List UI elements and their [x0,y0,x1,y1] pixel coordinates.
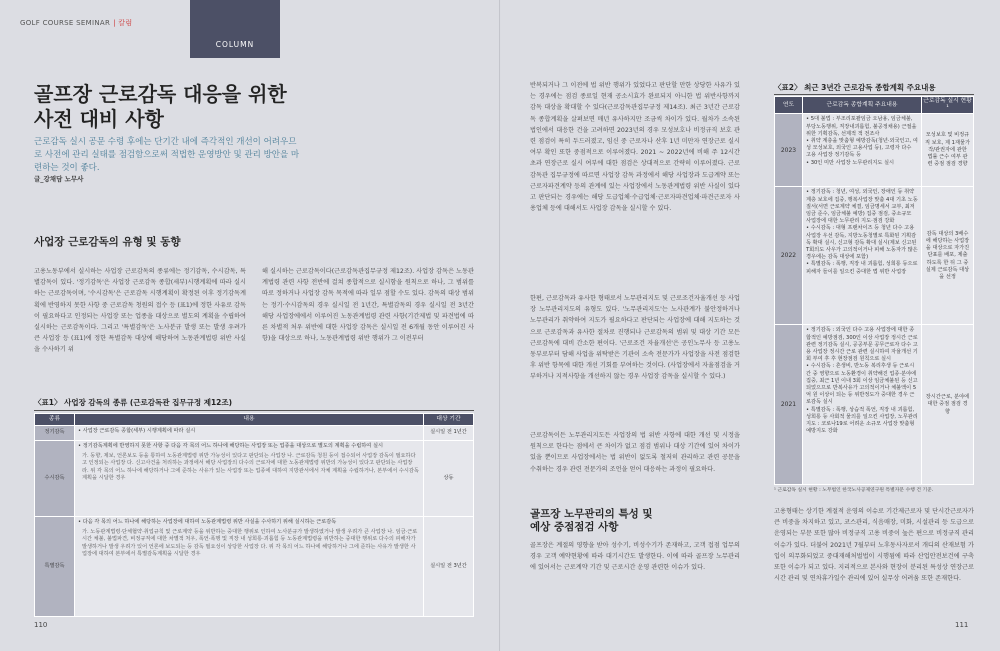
body-col-5: 근로감독이든 노무관리지도든 사업장의 법 위반 사항에 대한 개선 및 시정을 원칙으로 한다는 점에서 큰 차이가 없고 점검 범위나 대상 기간에 있어 차이가 있을 뿐이므로 사업장에서는 법 위반이 없도록 철저히 관리하고 관련 공문을 수취하는 경우 관련 전문가의 조언을 얻어 대응하는 과정이 필요하다. [530,432,740,473]
table2-row2-year: 2022 [775,187,803,325]
table1-row3-content: • 다음 각 목의 어느 하나에 해당하는 사업장에 대하여 노동관계법령 위반 사실을 수사하기 위해 실시하는 근로감독 가. 노동관계법령·단체협약·취업규칙 및 근로계약 등을 위반하는 중대한 행위로 인하여 노사분규가 발생하였거나 발생 우려가 큰 사업장 나. 임금·근로시간 체불, 불법파견, 비정규직에 대한 차별적 처우, 폭언·폭행 및 직장 내 성희롱·괴롭힘 등 노동관계법령을 위반하는 중대한 행위로 다수의 피해자가 발생하거나 발생 우려가 있어 언론에 보도되는 등 감독 필요성이 상당한 사업장 다. 위 각 목의 어느 하나에 해당하거나 그에 준하는 사유가 발생한 사업장에 대하여 본부에서 특별감독계획을 시달한 경우 [75,517,424,617]
table2-row1-year: 2023 [775,114,803,187]
table2-row1-content: • 5대 불법 : 부조리포괄임금 오남용, 임금체불, 부당노동행위, 직장내괴롭힘, 불공정채용) 근절을 위한 기획감독, 선제적 적 전조사 • 취약 계층을 맞춤형 예방감독(청년·외국인고, 여성 모성보호, 외국인 고용사업 등), 고령자 다수 고용 사업장 정기감독 등 • 30인 미만 사업장 노무관리지도 실시 [803,114,922,187]
article-title [34,82,287,132]
table1-row3-period: 실시일 전 3년간 [424,517,474,617]
table1-row1-period: 실시일 전 1년간 [424,426,474,441]
heading-2-line-2: 예상 중점점검 사항 [530,521,619,533]
section-heading-2 [530,508,653,534]
table1-rule [34,410,474,411]
table1-row2-period: 상동 [424,441,474,517]
table2-header-content: 근로감독 종합계획 주요내용 [803,97,922,114]
table-row [35,426,474,441]
table1-row3-type: 특별감독 [35,517,75,617]
section-name: | 칼럼 [113,19,133,27]
body-col-2: 해 실시하는 근로감독이다(근로감독관집무규정 제12조). 사업장 감독은 노동관계법령 관련 사항 전반에 걸쳐 종합적으로 실시함을 원칙으로 하나, 그 범위를 따로 정하거나 사업장 감독 목적에 따라 일부 점할 수도 있다. 감독의 대상 범위는 정기·수시감독의 경우 실시일 전 1년간, 특별감독의 경우 실시일 전 3년간 해당 사업장에에서 이루어진 노동관계법령 관련 사항(기간제법 및 파견법에 따른 차별적 처우 위반에 대한 사업장 감독은 실시일 전 6개월 동안 이루어진 사항)을 대상으로 하나, 노동관계법령 위반 행위가 그 이전부터 [262,268,474,343]
table-row [35,517,474,617]
table2 [774,96,974,485]
body-col-1: 고용노동부에서 실시하는 사업장 근로감독의 종류에는 정기감독, 수시감독, 특별감독이 있다. '정기감독'은 사업장 근로감독 종합(세부)시행계획에 따라 실시하는 근로감독이며, '수시감독'은 근로감독 시행계획이 확정된 이후 정기감독계획에 반영하지 못한 사항 중 근로감독 청원의 접수 등 (표1)에 정한 사유로 감독이 필요하다고 인정되는 사업장 또는 업종을 대상으로 별도의 계획을 수립하여 실시하는 근로감독이다. 그리고 '특별감독'은 노사분규 발생 또는 발생 우려가 큰 사업장 등 (표1)에 정한 특별감독 대상에 해당하여 노동관계법령 위반 사실을 수사하기 위 [34,268,246,354]
table1-caption: 〈표1〉 사업장 감독의 종류 (근로감독관 집무규정 제12조) [34,398,233,407]
table1-row1-type: 정기감독 [35,426,75,441]
table-row [775,325,974,485]
section-heading-1: 사업장 근로감독의 유형 및 동향 [34,236,181,248]
table1-row1-content: • 사업장 근로감독 종합(세부) 시행계획에 따라 실시 [75,426,424,441]
table-row [35,441,474,517]
body-col-3: 반복되거나 그 이전에 법 위반 행위가 있었다고 판단할 만한 상당한 사유가 있는 경우에는 점검 종료일 현재 공소시효가 완료되지 아니한 법 위반사항까지 감독 대상을 확대할 수 있다(근로감독관집무규정 제14조). 최근 3년간 근로감독 종합계획을 살펴보면 매년 유사하지만 조금씩 차이가 있다. 월차가 소속된 법인에서 대응한 건을 고려하면 2023년의 경우 모성보호나 비정규직 보호 관련 점검이 특히 두드러졌고, 임신 중 근로자나 산후 1년 미만자 연장근로 실시 여부 확인 또한 중점적으로 이루어졌다. 2021 ~ 2022년에 비해 주 12시간 초과 연장근로 실시 여부에 대한 점검은 상대적으로 간략히 이루어졌다. 근로감독관 집무규정에 따르면 사업장 감독 과정에서 해당 사업장과 도급계약 또는 근로자파견계약 등의 관계에 있는 사업장에서 노동관계법령 위반 사실이 있다고 판단되는 경우에는 해당 도급업체·수급업체·근로자파견업체·파견근로자 사용업체 등에 대해서도 사업장 감독을 실시할 수 있다. [530,82,740,213]
table2-row2-content: • 정기감독 : 청년, 여성, 외국인, 장애인 등 취약계층 보호에 집중, 행복사업장 맞춤 4대 기초 노동질서(서면 근로계약 체결, 임금명세서 교부, 최저임금 준수, 임금체불 예방) 집중 점검, 중소규모 사업장에 대한 노무관리 지도·점검 강화 • 수시감독 : 대형 프랜차이즈 등 청년 다수 고용 사업장 우선 감독, 지방노동청별로 특화된 기획감독 확대 실시, 신고형 감독 확대 실시(제보 신고된 T회의도 사우가 고의적이거나 피해 노동자가 많은 경우에는 감독 대상에 포함) • 특별감독 : 폭행, 직장 내 괴롭힘, 성희롱 등으로 피해자 들이를 일으킨 중대한 법 위반 사업장 [803,187,922,325]
table2-header-year: 연도 [775,97,803,114]
table2-header-status: 근로감독 실시 현황¹ [922,97,974,114]
table2-row3-status: 장시간근로, 분야에 대한 중점 점검 경향 [922,325,974,485]
table2-row3-year: 2021 [775,325,803,485]
table2-rule [774,94,974,95]
table1-header-period: 대상 기간 [424,414,474,426]
table2-row2-status: 감독 대상의 3배수에 해당하는 사업장을 대상으로 자가진단표를 배포, 제출하도록 한 뒤 그 중 실제 근로감독 대상을 선정 [922,187,974,325]
table1-header-content: 내용 [75,414,424,426]
title-line-1: 골프장 근로감독 대응을 위한 [34,82,287,106]
table-row [775,187,974,325]
column-tab: COLUMN [190,0,280,58]
page-number-left: 110 [34,621,48,629]
article-lead: 근로감독 실시 공문 수령 후에는 단기간 내에 즉각적인 개선이 어려우므로 사전에 관리 실태를 점검함으로써 적법한 운영방안 및 관리 방안을 마련하는 것이 좋다. [34,137,300,173]
body-col-7: 고용형태는 상기한 계절적 운영의 이슈로 기간제근로자 및 단시간근로자가 큰 비중을 차지하고 있고, 코스관리, 식음매장, 미화, 시설관리 등 도급으로 운영되는 부문 또한 많아 비정규직 고용 비중이 높은 편으로 비정규직 관리 이슈가 있다. 더불어 2021년 7월부터 노후동사자로서 개디의 산재보험 가입이 의무화되었고 중대재해처벌법이 시행됨에 따라 산업안전보건에 구축 또한 이슈가 되고 있다. 지리적으로 본사와 현장이 분리된 특성상 연장근로시간 관리 및 연차휴가일수 관리에 있어 실무상 어려움 또한 존재한다. [774,508,974,583]
table1-row2-type: 수시감독 [35,441,75,517]
title-line-2: 사전 대비 사항 [34,107,164,131]
table1-row2-content: • 정기감독계획에 반영하지 못한 사항 중 다음 각 목의 어느 하나에 해당하는 사업장 또는 업종을 대상으로 별도의 계획을 수립하여 실시 가. 동향, 제보, 언론보도 등을 통하여 노동관계법령 위반 가능성이 있다고 판단되는 사업장 나. 근로감독 청원 등이 접수되어 사업장 감독이 필요하다고 인정되는 사업장 다. 신고사건을 처리하는 과정에서 해당 사업장의 다수의 근로자에 대한 노동관계법령 위반의 가능성이 있다고 판단되는 사업장 라. 위 각 목의 어느 하나에 해당하거나 그에 준하는 사유가 있는 사업장 또는 업종에 대하여 지방관서에서 자체 계획을 수립하거나, 본부에서 수시감독 계획을 시달한 경우 [75,441,424,517]
table1 [34,413,474,617]
table1-header-type: 종류 [35,414,75,426]
body-col-6: 골프장은 계절의 영향을 받아 성수기, 비성수기가 존재하고, 고객 접점 업무의 경우 고객 예약현황에 따라 대기시간도 발생한다. 이에 따라 골프장 노무관리에 있어서는 근로계약 기간 및 근로시간 운영 관련한 이슈가 있다. [530,542,740,572]
page-fold [499,0,501,651]
magazine-name: GOLF COURSE SEMINAR [20,19,111,27]
page-number-right: 111 [955,621,969,629]
body-col-4: 한편, 근로감독과 유사한 형태로서 노무관리지도 및 근로조건자율개선 등 사업장 노무관리지도의 유형도 있다. '노무관리지도'는 노사관계가 불안정하거나 노무관리가 취약하여 지도가 필요하다고 판단되는 사업장에 대해 지도하는 것으로 근로감독과 유사한 절차로 진행되나 근로감독의 범위 및 대상 기간 모든 근로감독에 대비 간소한 편이다. '근로조건 자율개선'은 공인노무사 등 고용노동부로부터 담해 사업을 위탁받은 기관이 소속 전문가가 사업장을 사전 점검한 후 위반 항목에 대한 개선 기회를 부여하는 것이다. (사업장에서 자율점검을 거부하거나 지적사항을 개선하지 않는 경우 사업장 감독을 실시할 수 있다.) [530,295,740,381]
header [20,18,132,28]
table2-caption: 〈표2〉 최근 3년간 근로감독 종합계획 주요내용 [774,83,936,92]
table2-footnote: ¹ 근로감독 실시 현황 : 노무법인 한국노사공제연구원 특별자문 수행 건 기준. [774,488,934,493]
table2-row3-content: • 정기감독 : 외국인 다수 고용 사업장에 대한 종합적인 예방점검, 300인 이상 사업장 정시간 근로 관련 정기감독 실시, 공공부문 공무근로자 다수 고용 사업장 정시간 근로 관련 실시하여 자율개선 기회 부여 후 후 현장점검 원칙으로 실시 • 수시감독 : 흔생비, 반노동 복리후생 등 근로시간 중 영향으로 노동환경이 취약해진 업종·분야에 집중, 최근 1년 이내 3회 이상 임금체불된 등 신고되었으므로 반복사유가 고의적이거나 체불액이 5억 원 이상이 되는 등 위반정도가 중대한 경우 근로감독 실시 • 특별감독 : 폭행, 상습적 폭언, 직장 내 괴롭힘, 성희롱 등 사회적 물의를 일으킨 사업장, 노무관리지도 : 코로나19로 어려운 소규모 사업장 맞춤형 예방지도 강화 [803,325,922,485]
heading-2-line-1: 골프장 노무관리의 특성 및 [530,508,653,520]
author: 글_강채담 노무사 [34,175,84,183]
table2-row1-status: 모성보호 및 비정규직 보호, 제 1재물가작/관권자에 관한 법률 근수 여부 관련 중점 점검 경향 [922,114,974,187]
table-row [775,114,974,187]
